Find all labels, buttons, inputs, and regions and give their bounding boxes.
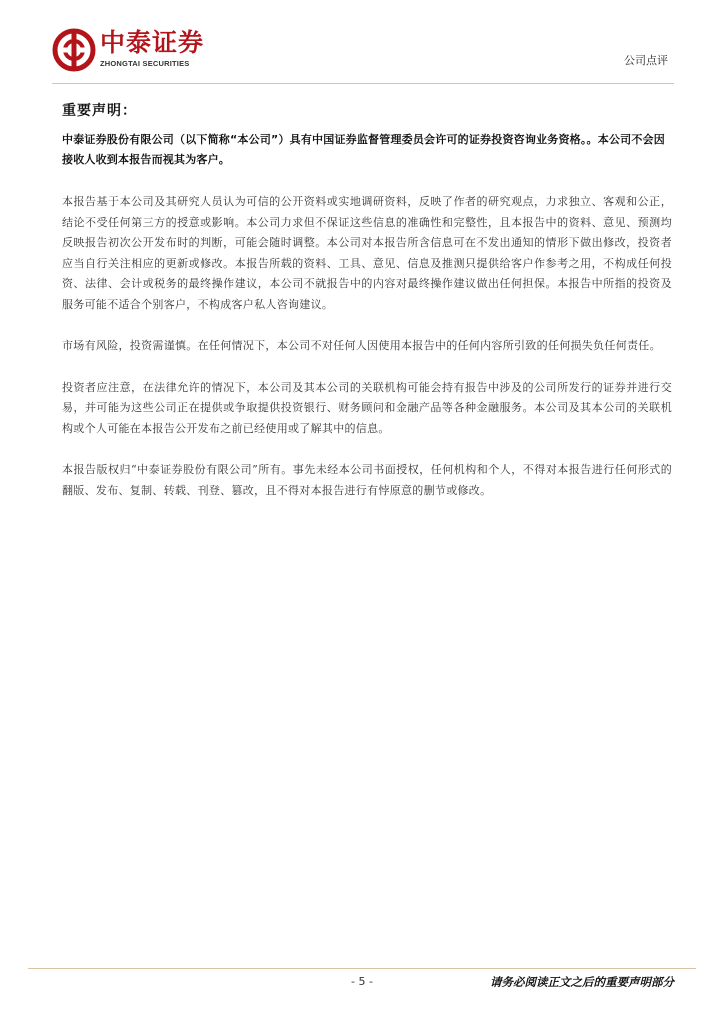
header-divider xyxy=(52,83,674,84)
disclaimer-paragraph-research: 本报告基于本公司及其研究人员认为可信的公开资料或实地调研资料，反映了作者的研究观点，力求独立、客观和公正，结论不受任何第三方的授意或影响。本公司力求但不保证这些信息的准确性和完整性，且本报告中的资料、意见、预测均反映报告初次公开发布时的判断，可能会随时调整。本公司对本报告所含信息可在不发出通知的情形下做出修改，投资者应当自行关注相应的更新或修改。本报告所载的资料、工具、意见、信息及推测只提供给客户作参考之用，不构成任何投资、法律、会计或税务的最终操作建议，本公司不就报告中的内容对最终操作建议做出任何担保。本报告中所指的投资及服务可能不适合个别客户，不构成客户私人咨询建议。 xyxy=(62,195,672,311)
disclaimer-paragraph-risk: 市场有风险，投资需谨慎。在任何情况下，本公司不对任何人因使用本报告中的任何内容所引致的任何损失负任何责任。 xyxy=(62,339,661,352)
footer-notice: 请务必阅读正文之后的重要声明部分 xyxy=(490,975,674,989)
disclaimer-paragraph-copyright: 本报告版权归“中泰证券股份有限公司”所有。事先未经本公司书面授权，任何机构和个人，不得对本报告进行任何形式的翻版、发布、复制、转载、刊登、篡改，且不得对本报告进行有悖原意的删节或修改。 xyxy=(62,463,672,497)
disclaimer-lead: 中泰证券股份有限公司（以下简称“本公司”）具有中国证券监督管理委员会许可的证券投资咨询业务资格。。本公司不会因接收人收到本报告而视其为客户。 xyxy=(62,133,665,166)
logo-chinese-name: 中泰证券 xyxy=(100,28,205,57)
disclaimer-paragraph-conflict: 投资者应注意，在法律允许的情况下，本公司及其本公司的关联机构可能会持有报告中涉及的公司所发行的证券并进行交易，并可能为这些公司正在提供或争取提供投资银行、财务顾问和金融产品等各种金融服务。本公司及其本公司的关联机构或个人可能在本报告公开发布之前已经使用或了解其中的信息。 xyxy=(62,380,672,435)
disclaimer-title: 重要声明： xyxy=(62,103,137,119)
zhongtai-logo-icon xyxy=(52,28,96,72)
disclaimer-section xyxy=(62,100,672,522)
logo-english-name: ZHONGTAI SECURITIES xyxy=(100,59,190,68)
report-type-label: 公司点评 xyxy=(624,54,668,67)
footer-divider xyxy=(28,968,696,969)
page-number: - 5 - xyxy=(351,975,373,988)
page-header xyxy=(0,0,724,86)
company-logo xyxy=(52,28,232,74)
